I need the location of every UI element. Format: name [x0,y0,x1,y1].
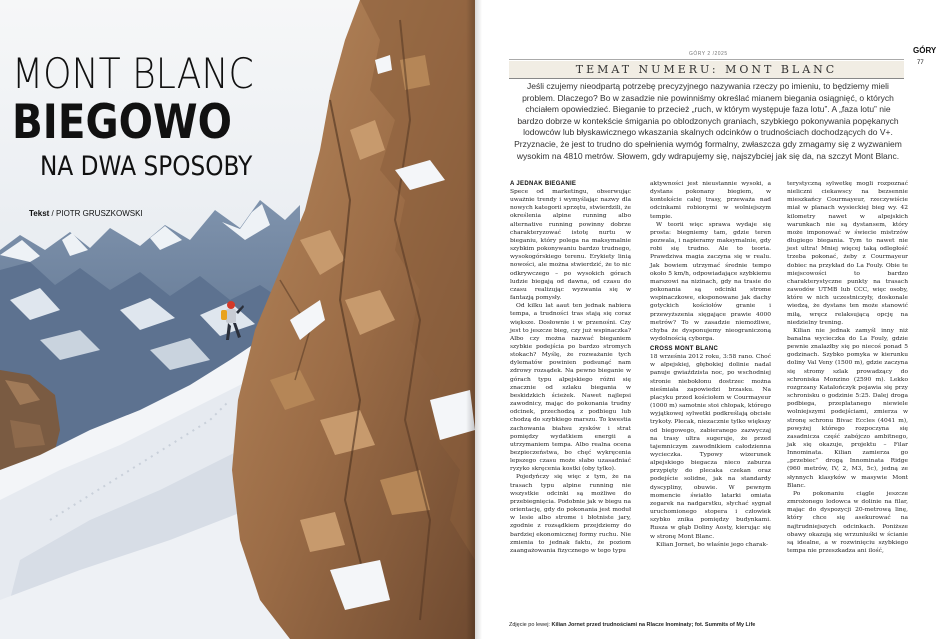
paragraph: Kilian nie jednak zamyśl inny niż banalna wycieczka do La Fouly, gdzie pewnie znalazłby się po niecoś ponad 5 godzinach. Szybko pomyka w kierunku doliny Val Veny (1500 m), gdzie zaczyna się stromy szlak prowadzący do schroniska Monzino (2590 m). Lekko rozgrzany Katalończyk pojawia się przy schronisku o godzinie 5:25. Dalej droga podbiega, przeplatanego niewiele wolniejszymi podejściami, zmierza w stronę schronu Bivac Eccles (4041 m), powyżej którego rozpoczyna się zasadnicza część zabójczo ambitnego, jak się okazuje, projektu – Filar Innominata. Kilian zamierza go „przebiec” drogą Innominata Ridge (960 metrów, IV, 2, M3, 5c), jedną ze słynnych klasyków w masywie Mont Blanc. [787,327,908,489]
paragraph: Spece od marketingu, obserwując uważnie trendy i wymyślając nazwy dla nowych kategorii sprzętu, stwierdzili, że określenia alpine running albo alternative running powinny dobrze charakteryzować istotę nurtu w bieganiu, który polega na maksymalnie szybkim pokonywaniu bardzo trudnego, wysokogórskiego terenu. Erykiety linią nowości, ale można stwierdzić, że to nic odkrywczego – po wysokich górach ludzie biegają od dawna, od czasu do czasu realizując wyzwania się w fantazją pomysły. [510,189,631,302]
byline-author: PIOTR GRUSZKOWSKI [56,209,143,218]
lead-paragraph: Jeśli czujemy nieodpartą potrzebę precyzyjnego nazywania rzeczy po imieniu, to będziemy mieli problem. Dlaczego? Bo w zasadzie nie powinniśmy określać mianem biegania osiągnięć, o których chciałem opowiedzieć. Bieganie to przecież „ruch, w którym występuje faza lotu”. A „faza lotu” nie bardzo dobrze w kontekście śmigania po oblodzonych graniach, szybkiego pokonywania popękanych lodowców lub błyskawicznego wkaszania skalnych odcinków o trudnościach dochodzących do V+. Przyznacie, że jest to trudno do spełnienia wymóg formalny, zwłaszcza gdy zmagamy się z wyzwaniem wysokim na 4810 metrów. Słowem, gdy wdrapujemy się, najszybciej jak się da, na szczyt Mont Blanc. [514,81,902,161]
paragraph: Pojedyńczy się więc z tym, że na trasach typu alpine running nie wszystkie odcinki są możliwe do przebiegnięcia. Podobnie jak w biegu na orientację, gdy do pokonania jest moduł w lesie albo strome i błotniste jary, zgodnie z rozsądkiem przejdziemy do bardziej ekonomicznej formy ruchu. Nie zmienia to jednak faktu, że poziom zaangażowania fizycznego w tego typu [510,474,631,554]
photo-caption [509,622,755,628]
title-line-3: NA DWA SPOSOBY [40,151,253,182]
subheading: A JEDNAK BIEGANIE [510,181,577,187]
article-title [12,49,312,182]
paragraph: aktywności jest nieustannie wysoki, a dystans pokonany biegiem, w kontekście całej trasy, przeważa nad odcinkami robionymi w wolniejszym tempie. [650,181,771,220]
text-column-1 [510,180,631,555]
page-gutter [466,0,482,639]
paragraph: Kilian Jornet, bo właśnie jego charak- [656,541,768,548]
section-title: TEMAT NUMERU: MONT BLANC [575,63,838,76]
caption-label: Zdjęcie po lewej: [509,622,550,628]
paragraph: Od kilku lat aaut ten jednak nabiera tempa, a trudności tras stają się coraz większe. Dosłownie i w przenośni. Czy jest to jeszcze bieg, czy już wspinaczka? Albo czy można nazwać bieganiem szybkie podejścia po bardzo stromych stokach? Myślę, że rozważanie tych dylematów powinien podsunąć nam zdrowy rozsądek. Na pewno bieganie w górach typu alpejskiego różni się znacznie od szlaku biegania w beskidzkich ścieżek. Nawet najlepsi zawodnicy, mając do pokonania trudny odcinek, przechodzą z podbiegu lub chodzą do szybkiego marszu. To kwestia zachowania biahsu zysków i strat pomiędzy wydatkiem energii a utrzymaniem tempa. Albo realna ocena bezpieczeństwa, bo chęć wykręcenia lepszego czasu może słabo uzasadniać ryzyko skręcenia kostki (oby tylko). [510,303,631,473]
page-number: 77 [917,60,924,66]
paragraph: W teorii więc sprawa wydaje się prosta: biegniemy tam, gdzie teren pozwala, i napieramy maksymalnie, gdy robi się trudno. Ale to teoria. Prawdziwa magia zaczyna się w realu. Jak bowiem utrzymać średnie tempo około 5 km/h, odpowiadające szybkiemu marszowi na nizinach, gdy na trasie do pokonania są odcinki strome wspinaczkowe, eksponowane jak dachy gotyckich kościołów granie i przewyższenia sięgające prawie 4000 metrów? To w zasadzie niemożliwe, chyba że dysponujemy nieograniczoną wydolnością cyborga. [650,221,771,342]
issue-label: GÓRY 2 /2025 [689,51,728,57]
subheading: CROSS MONT BLANC [650,346,719,353]
magazine-name: GÓRY [913,46,937,55]
text-column-2 [650,180,771,549]
paragraph: terystyczną sylwetkę mogli rozpoznać nieliczni ciekawscy na bezsennie mieszkańcy Courmayeur, rzeczywiście miał w planach wysieckiej bieg wy. 42 kilometry nawet w alpejskich warunkach nie są dystansem, który może imponować w świecie mistrzów długiego biegania. Tym to nawet nie jest ultra! Mniej więcej taką odległość trzeba pokonać, żeby z Courmayeur dobiec na przykład do La Fouly. Obie te miejscowości to bardzo charakterystyczne punkty na trasach zawodów UTMB lub CCC, więc osoby, które w nich uczestniczyły, doskonale wiedzą, że dystans ten może stanowić miłą, wręcz relaksującą opcję na niedzielny trening. [787,181,908,326]
divider [509,59,904,60]
byline [29,209,143,218]
paragraph: 18 września 2012 roku, 3:58 rano. Choć w alpejskiej, głębokiej dolinie nadal panuje gwiaździsta noc, po wschodniej stronie niebokłonu dostrzec można nieśmiała zapowiedzi brzasku. Na placyku przed kościołem w Courmayeur (1000 m) samotnie stoi chłopak, którego wyjątkowej sylwetki podkreślają obcisłe trykoty. Plecak, niezacznie tylko większy od biegowego, zabieranego zazwyczaj na trasy ultra sugeruje, że przed tajemniczym zawodnikiem całodzienna wycieczka. Typowy wizerunek alpejskiego biegacza nieco zaburza przypięty do plecaka czekan oraz podejście solidne, jak na standardy dyscypliny, obuwie. W pewnym momencie światło latarki omiata zegarek na nadgarstku, słychać sygnał uruchomionego stopera i człowiek szybko znika pomiędzy budynkami. Rusza w głąb Doliny Aosty, kierując się w stronę Mont Blanc. [650,354,771,540]
title-line-2: BIEGOWO [12,95,232,150]
paragraph: Po pokonaniu ciągle jeszcze zmrożonego lodowca w dolinie na filar, mając do dyspozycji 20-metrową linę, który chce się asekurować na najtrudniejszych odcinkach. Poniższe obawy okazują się wrzuniuśki w ścianie są idealne, a w rozwinięciu szybkiego tempa nie przeszkadza ani ilość, [787,490,908,555]
caption-text: Kilian Jornet przed trudnościami na Rlacze Inominaty; fot. Summits of My Life [551,622,756,628]
byline-separator: / [51,209,54,218]
title-line-1: MONT BLANC [12,49,254,98]
byline-label: Tekst [29,209,50,218]
text-column-3 [787,180,908,555]
